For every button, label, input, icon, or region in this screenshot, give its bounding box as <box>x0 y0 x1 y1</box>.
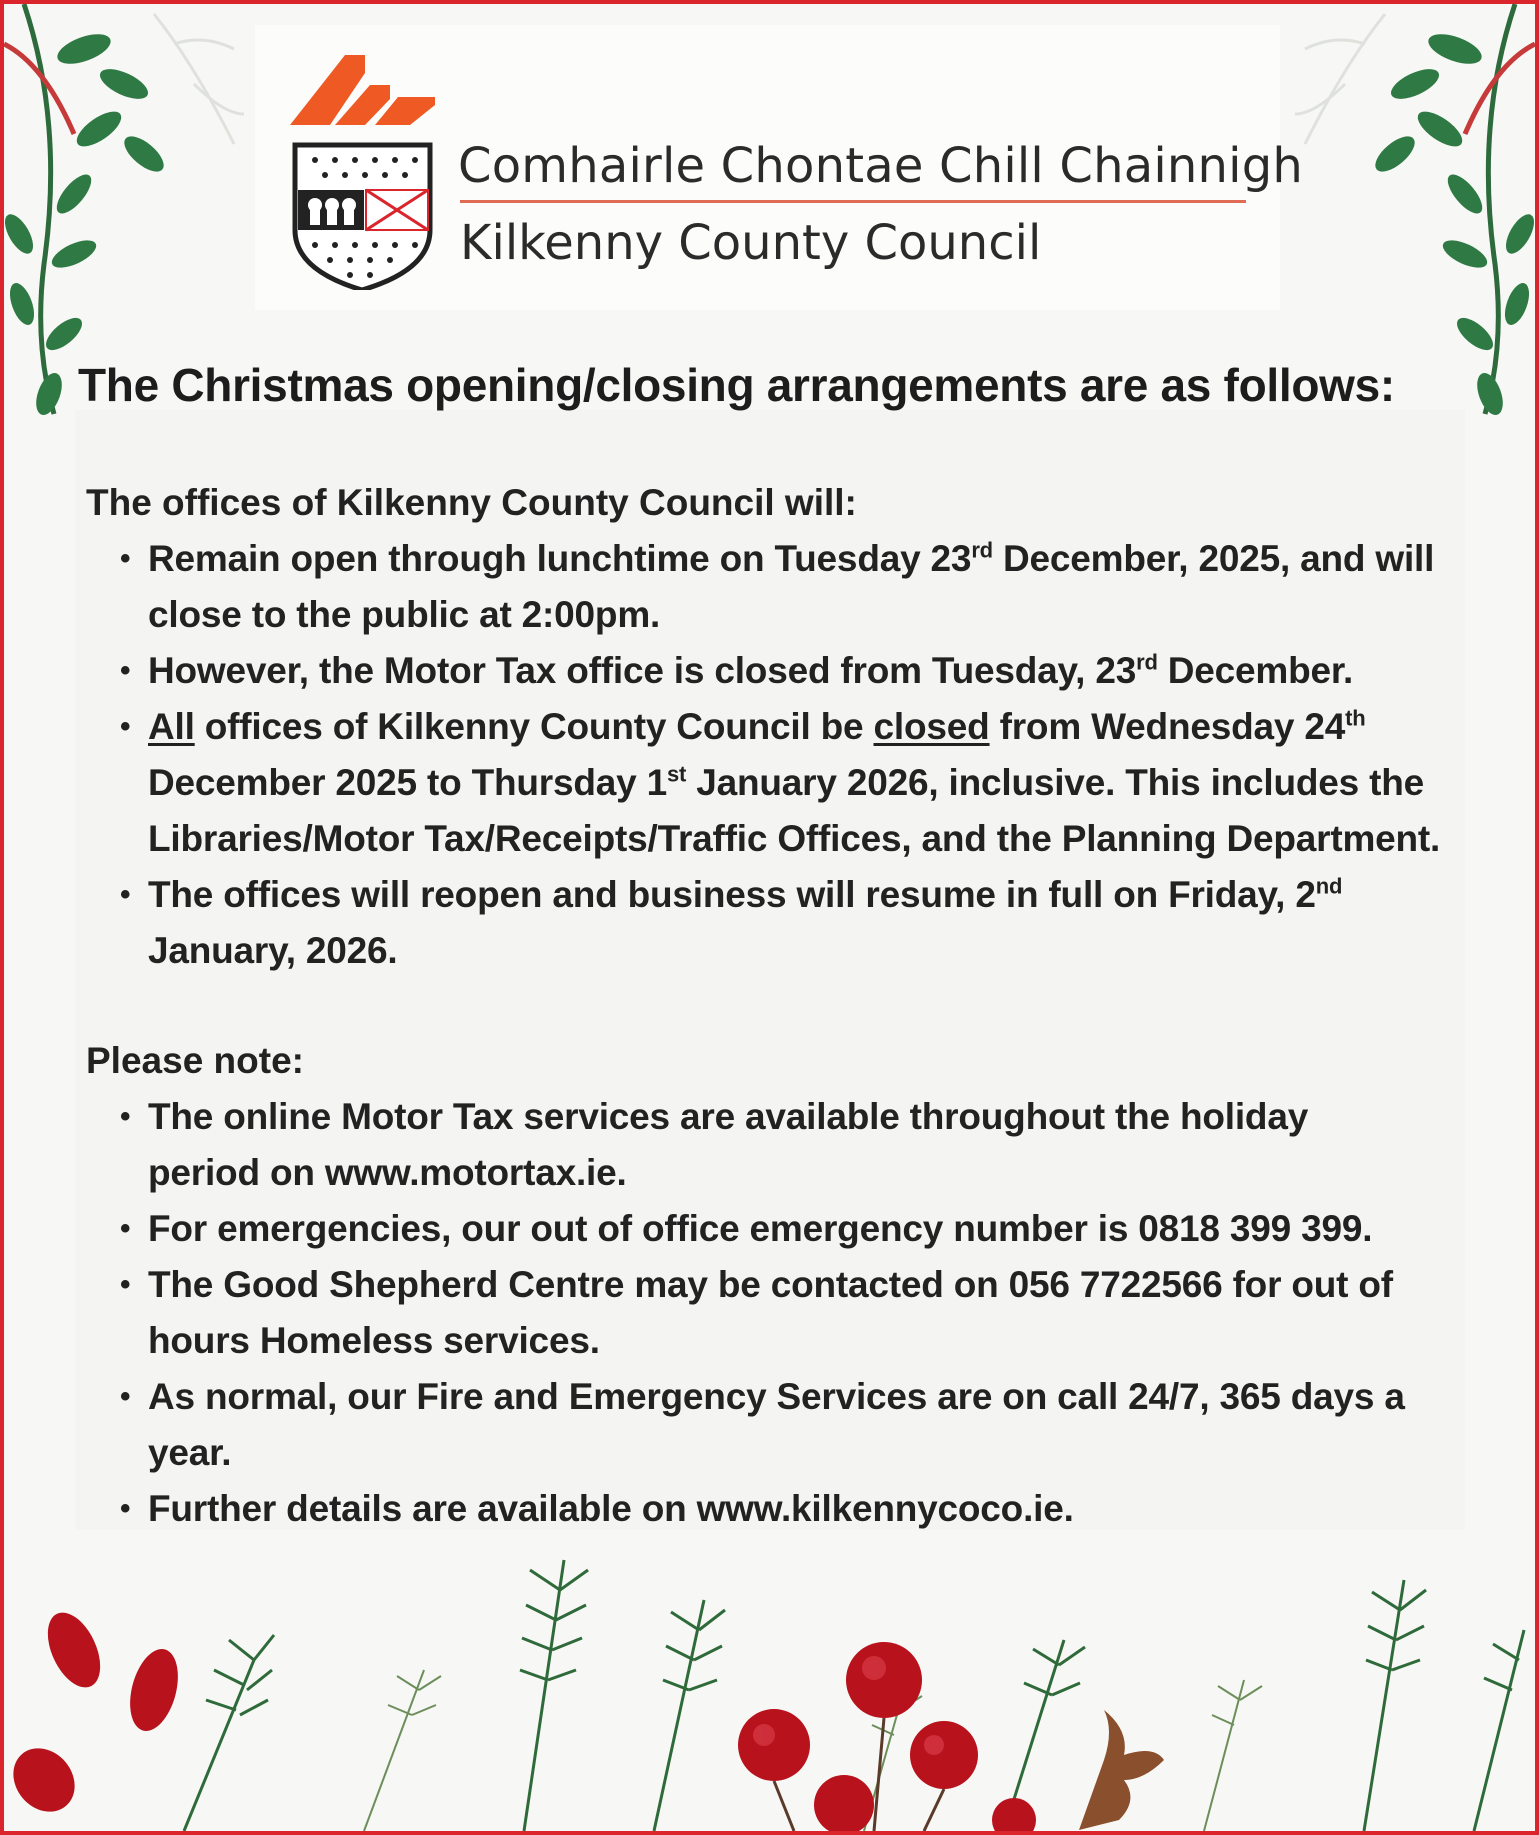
notes-section <box>86 1033 1456 1537</box>
list-item: • The Good Shepherd Centre may be contacted on 056 7722566 for out of hours Homeless services. <box>86 1257 1426 1369</box>
notes-list <box>86 1089 1426 1537</box>
council-name-irish: Comhairle Chontae Chill Chainnigh <box>458 138 1303 194</box>
list-item: • For emergencies, our out of office emergency number is 0818 399 399. <box>86 1201 1426 1257</box>
all-underlined: All <box>148 706 195 747</box>
notes-heading: Please note: <box>86 1040 304 1081</box>
page-title: The Christmas opening/closing arrangements are as follows: <box>78 359 1395 411</box>
list-item: • However, the Motor Tax office is closed from Tuesday, 23rd December. <box>86 643 1456 699</box>
list-item: • Remain open through lunchtime on Tuesday 23rd December, 2025, and will close to the public at 2:00pm. <box>86 531 1478 643</box>
bottom-pine-berry-garland <box>4 1540 1535 1831</box>
council-crest-logo <box>290 55 435 290</box>
header-divider <box>460 200 1246 203</box>
list-item: • The offices will reopen and business will resume in full on Friday, 2nd January, 2026. <box>86 867 1478 979</box>
list-item: • Further details are available on www.kilkennycoco.ie. <box>86 1481 1426 1537</box>
closed-underlined: closed <box>873 706 990 747</box>
list-item: • All offices of Kilkenny County Council be closed from Wednesday 24th December 2025 to Thursday 1st January 2026, inclusive. This includes the Libraries/Motor Tax/Receipts/Traffic Offices, and the Planning Department. <box>86 699 1508 867</box>
offices-section <box>86 475 1456 979</box>
offices-list <box>86 531 1456 979</box>
list-item: • The online Motor Tax services are available throughout the holiday period on www.motortax.ie. <box>86 1089 1426 1201</box>
offices-heading: The offices of Kilkenny County Council will: <box>86 482 857 523</box>
council-name-english: Kilkenny County Council <box>460 215 1042 271</box>
list-item: • As normal, our Fire and Emergency Services are on call 24/7, 365 days a year. <box>86 1369 1426 1481</box>
